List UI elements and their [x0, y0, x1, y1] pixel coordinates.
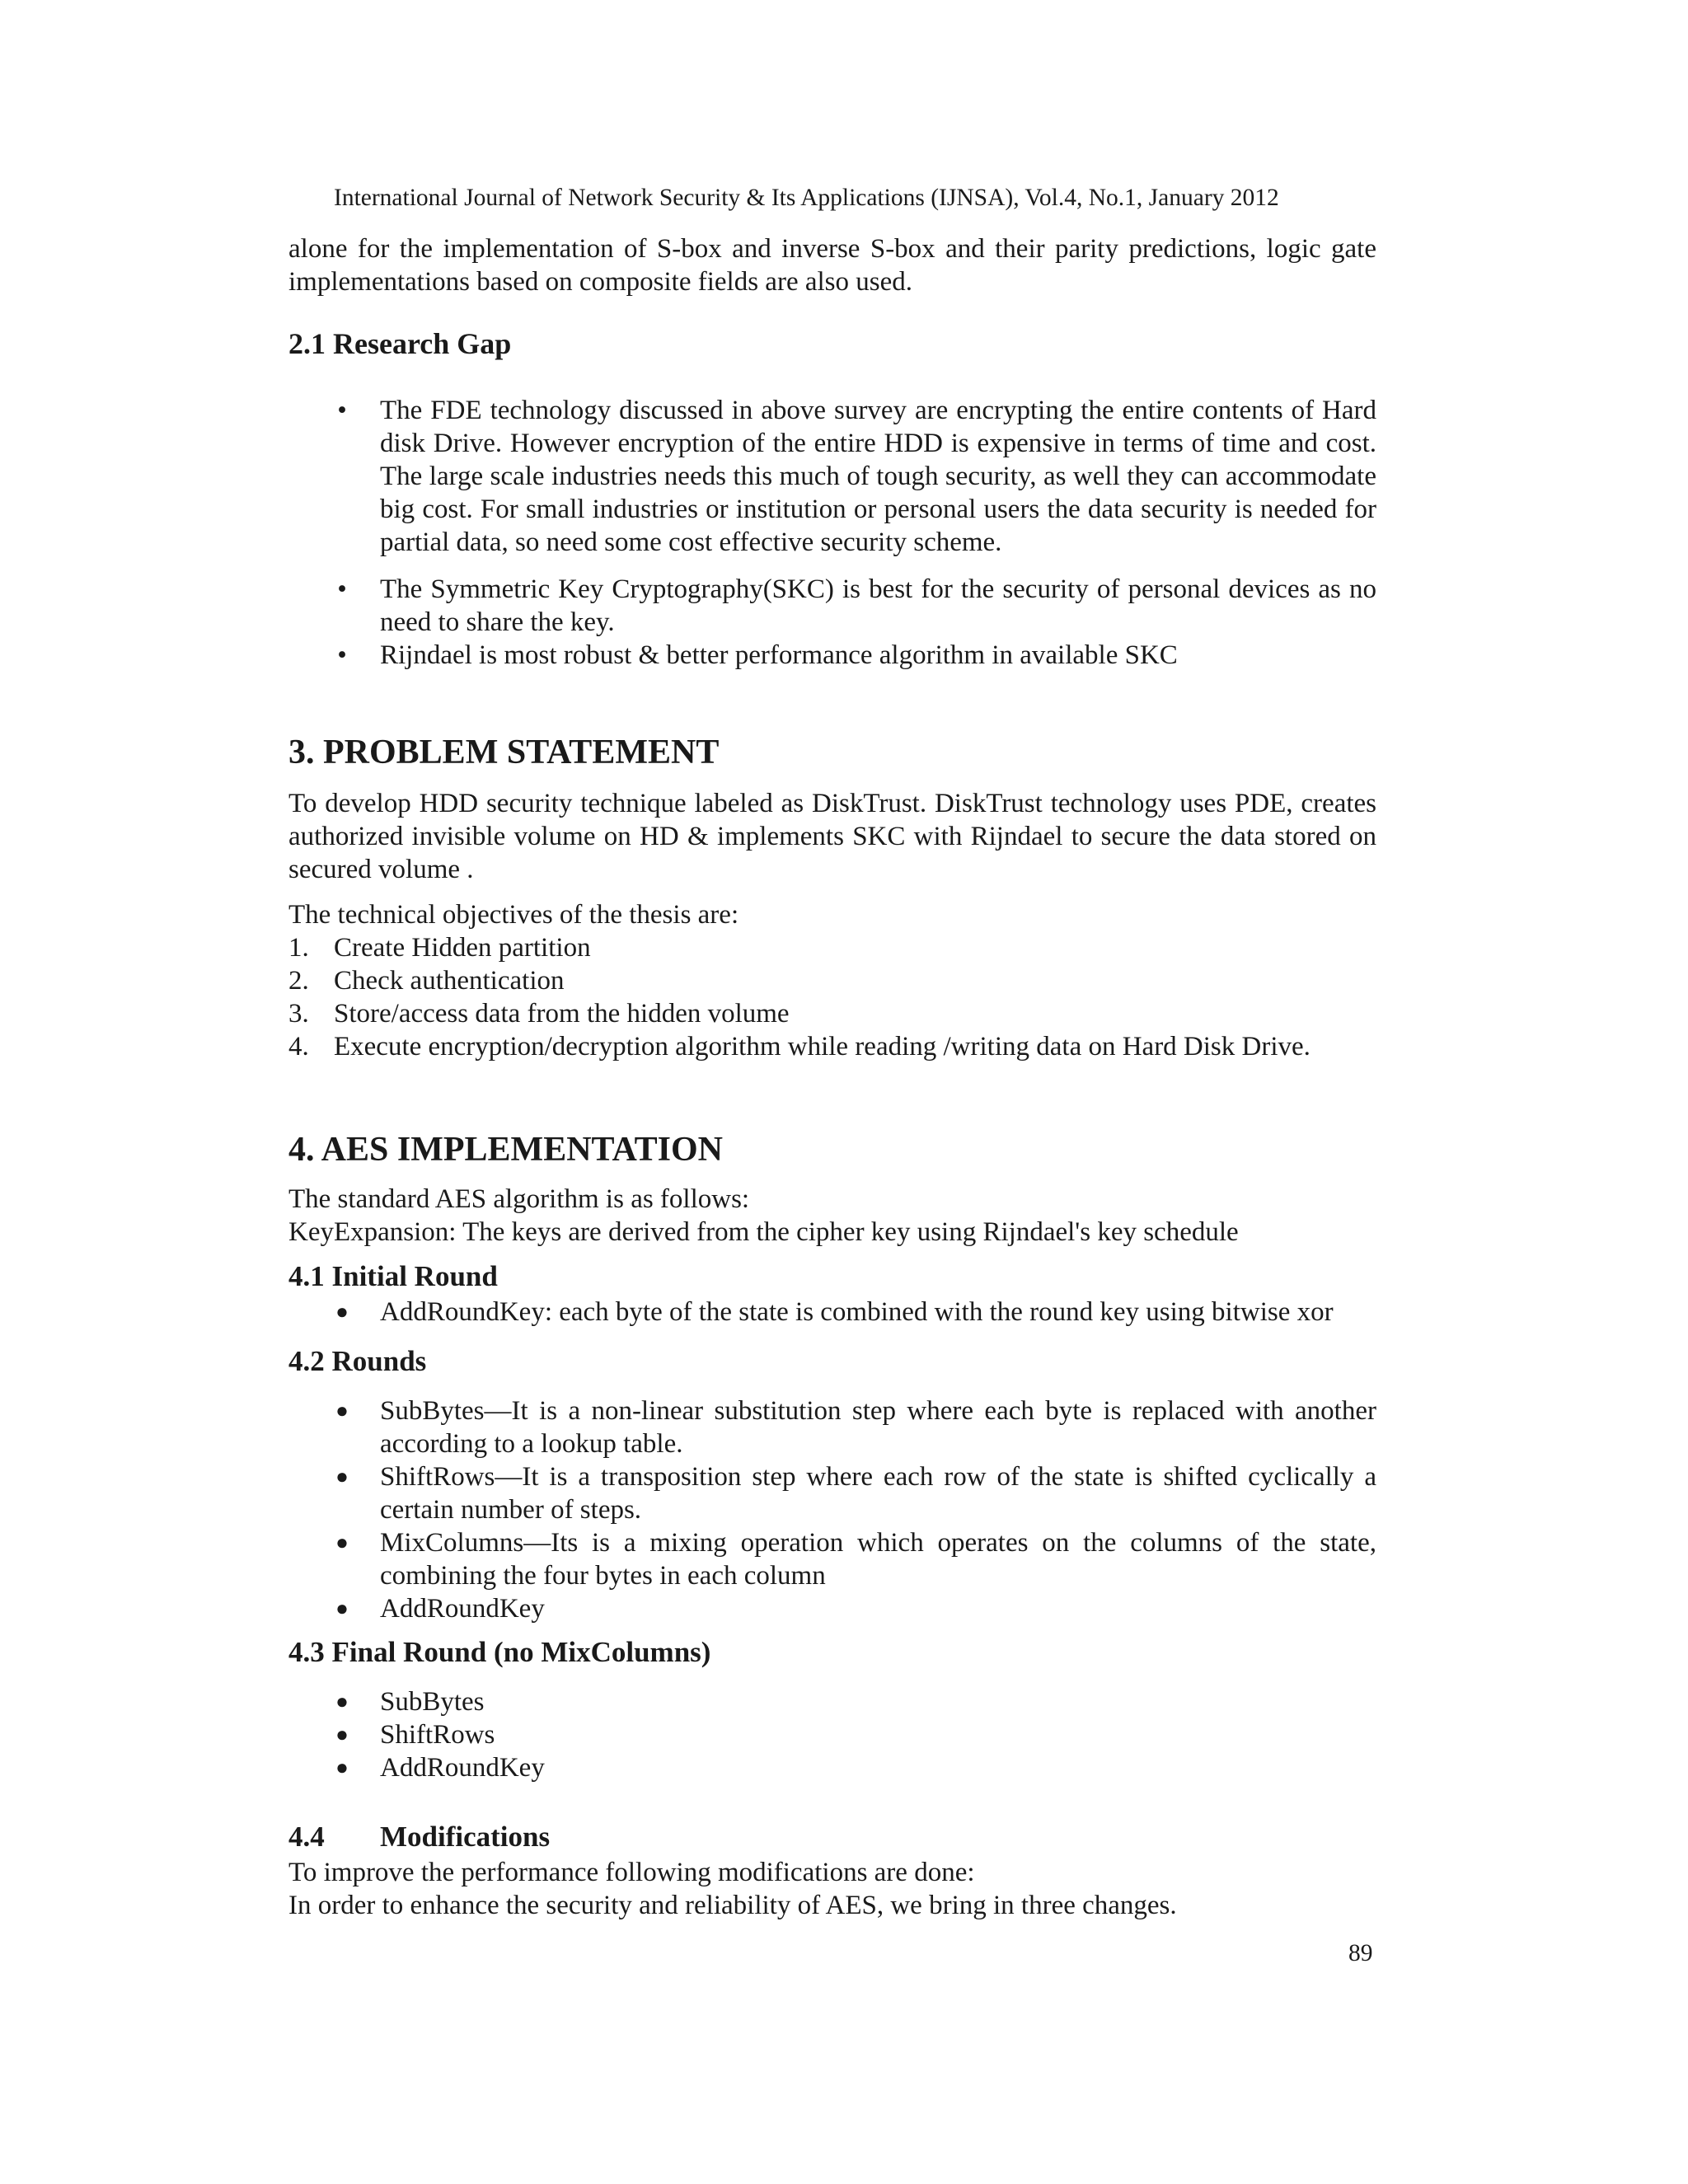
list-item: • The Symmetric Key Cryptography(SKC) is best for the security of personal devices as no need to share the key. — [288, 573, 1376, 639]
objectives-list — [288, 931, 1376, 1063]
list-item: ● ShiftRows — [288, 1718, 1376, 1751]
rounds-list — [288, 1394, 1376, 1625]
list-item: ● MixColumns—Its is a mixing operation which operates on the columns of the state, combining the four bytes in each column — [288, 1526, 1376, 1592]
bullet-icon: ● — [335, 1399, 349, 1422]
research-gap-list — [288, 573, 1376, 672]
modifications-line-2: In order to enhance the security and reliability of AES, we bring in three changes. — [288, 1891, 1177, 1920]
page-number: 89 — [1348, 1940, 1373, 1966]
problem-statement-paragraph: To develop HDD security technique labeled as DiskTrust. DiskTrust technology uses PDE, creates authorized invisible volume on HD & implements SKC with Rijndael to secure the data stored on secured volume . — [288, 789, 1376, 884]
bullet-icon: ● — [335, 1300, 349, 1324]
bullet-icon: ● — [335, 1722, 349, 1746]
subsection-title: Modifications — [380, 1821, 551, 1853]
key-expansion-line: KeyExpansion: The keys are derived from the cipher key using Rijndael's key schedule — [288, 1217, 1239, 1247]
list-item: ● AddRoundKey: each byte of the state is combined with the round key using bitwise xor — [288, 1296, 1376, 1329]
page-body — [288, 0, 1376, 2184]
final-round-list — [288, 1685, 1376, 1784]
list-item: 1. Create Hidden partition — [288, 933, 591, 963]
list-item: ● AddRoundKey — [288, 1751, 1376, 1784]
list-item: ● SubBytes — [288, 1685, 1376, 1718]
bullet-icon: ● — [335, 1596, 349, 1620]
research-gap-list — [288, 394, 1376, 559]
list-item: 4. Execute encryption/decryption algorithm while reading /writing data on Hard Disk Drive. — [288, 1032, 1311, 1062]
section-heading-aes: 4. AES IMPLEMENTATION — [288, 1131, 724, 1169]
bullet-icon: ● — [335, 1690, 349, 1713]
subsection-number: 4.4 — [288, 1821, 325, 1853]
subsection-heading-initial-round: 4.1 Initial Round — [288, 1260, 498, 1292]
list-item: ● AddRoundKey — [288, 1592, 1376, 1625]
bullet-icon: ● — [335, 1465, 349, 1488]
bullet-icon: ● — [335, 1755, 349, 1779]
list-item: ● ShiftRows—It is a transposition step where each row of the state is shifted cyclically a certain number of steps. — [288, 1460, 1376, 1526]
list-item: ● SubBytes—It is a non-linear substitution step where each byte is replaced with another according to a lookup table. — [288, 1394, 1376, 1460]
objectives-intro: The technical objectives of the thesis are: — [288, 900, 739, 930]
modifications-line-1: To improve the performance following modifications are done: — [288, 1858, 975, 1887]
subsection-heading-final-round: 4.3 Final Round (no MixColumns) — [288, 1636, 711, 1668]
list-item: • The FDE technology discussed in above survey are encrypting the entire contents of Hard disk Drive. However encryption of the entire HDD is expensive in terms of time and cost. The large scale industries needs this much of tough security, as well they can accommodate big cost. For small industries or institution or personal users the data security is needed for partial data, so need some cost effective security scheme. — [288, 394, 1376, 559]
list-item: • Rijndael is most robust & better performance algorithm in available SKC — [288, 639, 1376, 672]
initial-round-list — [288, 1296, 1376, 1329]
intro-paragraph: alone for the implementation of S-box and inverse S-box and their parity predictions, logic gate implementations based on composite fields are also used. — [288, 234, 1376, 297]
list-item: 2. Check authentication — [288, 966, 565, 996]
bullet-icon: • — [337, 640, 347, 670]
aes-intro-line: The standard AES algorithm is as follows: — [288, 1184, 750, 1214]
subsection-heading-rounds: 4.2 Rounds — [288, 1345, 427, 1377]
bullet-icon: ● — [335, 1530, 349, 1554]
list-item: 3. Store/access data from the hidden volume — [288, 999, 790, 1029]
section-heading-research-gap: 2.1 Research Gap — [288, 327, 512, 360]
section-heading-problem-statement: 3. PROBLEM STATEMENT — [288, 733, 720, 771]
bullet-icon: • — [337, 396, 347, 425]
bullet-icon: • — [337, 574, 347, 604]
running-header: International Journal of Network Security & Its Applications (IJNSA), Vol.4, No.1, January 2012 — [334, 185, 1279, 211]
subsection-heading-modifications — [288, 1820, 1376, 1854]
